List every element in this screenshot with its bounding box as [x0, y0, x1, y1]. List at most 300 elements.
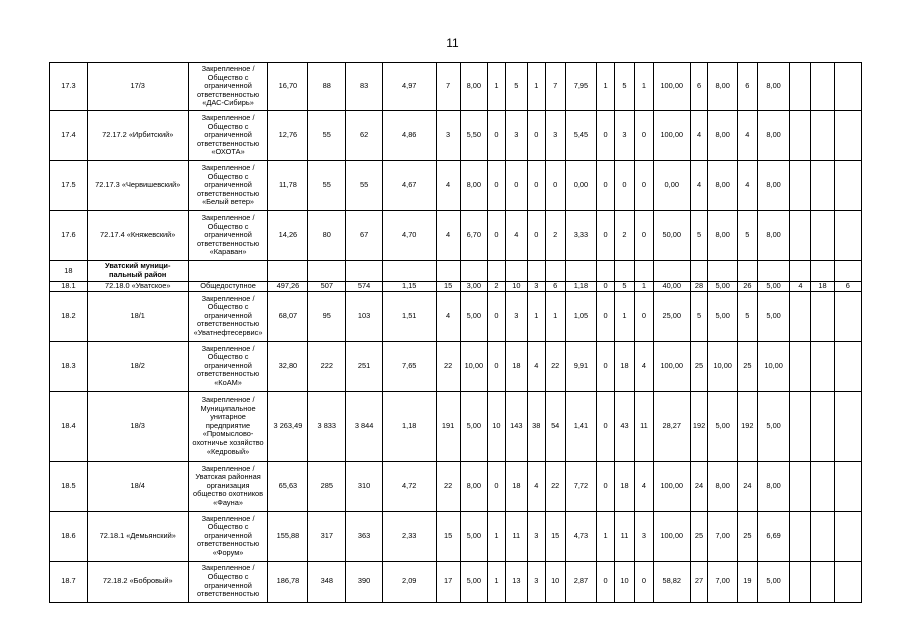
table-cell: 285: [308, 461, 346, 511]
table-cell: 3,33: [565, 211, 597, 261]
table-cell: 5,00: [708, 291, 737, 341]
table-cell: 1: [527, 291, 545, 341]
table-row: [50, 561, 862, 602]
table-cell: 1,51: [382, 291, 436, 341]
table-cell: 251: [346, 341, 383, 391]
table-cell: 68,07: [268, 291, 308, 341]
table-cell: 0: [597, 282, 615, 292]
table-cell: 2: [615, 211, 635, 261]
table-cell: 100,00: [653, 341, 690, 391]
table-cell: 0: [597, 341, 615, 391]
table-cell: 2,33: [382, 511, 436, 561]
table-cell: 17.5: [50, 161, 88, 211]
table-cell: Закрепленное / Общество с ограниченной ответственностью: [188, 561, 268, 602]
table-cell: 0: [597, 561, 615, 602]
table-cell: 17/3: [87, 63, 188, 111]
table-cell: 4,67: [382, 161, 436, 211]
table-cell: 1,15: [382, 282, 436, 292]
table-cell: 62: [346, 111, 383, 161]
table-cell: 10,00: [708, 341, 737, 391]
table-cell: [811, 561, 834, 602]
table-cell: 4: [690, 161, 708, 211]
table-cell: 4: [737, 161, 757, 211]
table-cell: 0: [597, 111, 615, 161]
table-cell: 0: [597, 391, 615, 461]
table-cell: [834, 461, 862, 511]
table-cell: 1: [487, 63, 505, 111]
table-cell: [834, 161, 862, 211]
table-cell: 6: [545, 282, 565, 292]
table-cell: 3: [505, 111, 527, 161]
table-cell: [460, 261, 487, 282]
table-cell: 1: [487, 561, 505, 602]
table-cell: 1: [597, 511, 615, 561]
table-cell: [268, 261, 308, 282]
table-cell: [790, 561, 811, 602]
table-cell: 3: [527, 282, 545, 292]
table-cell: 390: [346, 561, 383, 602]
table-row: [50, 261, 862, 282]
table-cell: 4,86: [382, 111, 436, 161]
table-cell: 10,00: [460, 341, 487, 391]
table-cell: 0: [634, 111, 653, 161]
table-cell: [834, 111, 862, 161]
table-cell: [811, 161, 834, 211]
table-row: [50, 291, 862, 341]
table-cell: [811, 211, 834, 261]
table-cell: 5,00: [708, 391, 737, 461]
table-cell: [790, 211, 811, 261]
table-cell: 1: [527, 63, 545, 111]
table-cell: [811, 341, 834, 391]
table-cell: 10: [505, 282, 527, 292]
table-cell: 5,00: [460, 561, 487, 602]
table-cell: [811, 261, 834, 282]
table-cell: Уватский муници-пальный район: [87, 261, 188, 282]
table-cell: 7,65: [382, 341, 436, 391]
table-cell: 18.4: [50, 391, 88, 461]
table-cell: 72.18.1 «Демьянский»: [87, 511, 188, 561]
table-cell: 143: [505, 391, 527, 461]
table-cell: 17.6: [50, 211, 88, 261]
table-cell: [790, 341, 811, 391]
table-cell: 5,00: [757, 561, 790, 602]
table-cell: 4: [690, 111, 708, 161]
table-cell: 0: [634, 561, 653, 602]
table-cell: 22: [436, 341, 460, 391]
table-cell: 8,00: [460, 461, 487, 511]
table-cell: 11: [505, 511, 527, 561]
table-cell: 11: [634, 391, 653, 461]
table-cell: 0: [487, 111, 505, 161]
table-cell: 3: [527, 511, 545, 561]
table-cell: 4,97: [382, 63, 436, 111]
table-cell: 4: [527, 461, 545, 511]
table-cell: 43: [615, 391, 635, 461]
table-cell: 3,00: [460, 282, 487, 292]
table-cell: 222: [308, 341, 346, 391]
table-cell: 100,00: [653, 511, 690, 561]
table-cell: 22: [545, 461, 565, 511]
table-cell: 26: [737, 282, 757, 292]
table-cell: 5,00: [708, 282, 737, 292]
table-cell: Закрепленное / Общество с ограниченной ответственностью «КоАМ»: [188, 341, 268, 391]
table-cell: 3: [634, 511, 653, 561]
table-cell: 4,73: [565, 511, 597, 561]
table-cell: 25: [690, 341, 708, 391]
table-cell: 8,00: [460, 63, 487, 111]
table-cell: Закрепленное / Общество с ограниченной ответственностью «Караван»: [188, 211, 268, 261]
table-cell: 3: [527, 561, 545, 602]
table-cell: 0: [634, 161, 653, 211]
table-cell: 8,00: [757, 63, 790, 111]
table-cell: 28,27: [653, 391, 690, 461]
table-cell: 18.2: [50, 291, 88, 341]
table-cell: 18: [811, 282, 834, 292]
table-cell: [505, 261, 527, 282]
table-cell: 5,00: [460, 291, 487, 341]
table-cell: Закрепленное / Общество с ограниченной ответственностью «ОХОТА»: [188, 111, 268, 161]
table-cell: 3: [505, 291, 527, 341]
table-cell: 18: [505, 341, 527, 391]
table-row: [50, 461, 862, 511]
table-row: [50, 211, 862, 261]
table-cell: [834, 63, 862, 111]
table-cell: Закрепленное / Общество с ограниченной ответственностью «Форум»: [188, 511, 268, 561]
table-cell: 28: [690, 282, 708, 292]
table-cell: 7,00: [708, 511, 737, 561]
table-row: [50, 511, 862, 561]
table-row: [50, 63, 862, 111]
table-cell: 18.3: [50, 341, 88, 391]
table-cell: 100,00: [653, 63, 690, 111]
table-cell: 10: [545, 561, 565, 602]
table-cell: 0: [597, 291, 615, 341]
table-cell: 72.17.4 «Княжевский»: [87, 211, 188, 261]
table-cell: 1: [597, 63, 615, 111]
table-cell: 8,00: [708, 111, 737, 161]
table-cell: 5: [690, 211, 708, 261]
table-cell: 0: [545, 161, 565, 211]
table-cell: 100,00: [653, 111, 690, 161]
table-cell: 310: [346, 461, 383, 511]
table-cell: 363: [346, 511, 383, 561]
table-cell: 8,00: [460, 161, 487, 211]
table-cell: 8,00: [708, 161, 737, 211]
table-cell: [790, 63, 811, 111]
table-cell: 5: [615, 282, 635, 292]
table-cell: [834, 261, 862, 282]
table-cell: 22: [436, 461, 460, 511]
table-cell: 5: [690, 291, 708, 341]
table-cell: 4: [790, 282, 811, 292]
table-cell: 10: [615, 561, 635, 602]
table-cell: 0: [487, 461, 505, 511]
table-cell: 4,72: [382, 461, 436, 511]
table-cell: 19: [737, 561, 757, 602]
table-cell: 15: [436, 282, 460, 292]
table-cell: 8,00: [708, 63, 737, 111]
table-cell: 25: [737, 341, 757, 391]
table-cell: 65,63: [268, 461, 308, 511]
table-cell: 38: [527, 391, 545, 461]
table-cell: 0: [597, 211, 615, 261]
table-cell: 18: [505, 461, 527, 511]
table-cell: 0: [634, 291, 653, 341]
table-cell: 18.5: [50, 461, 88, 511]
table-row: [50, 161, 862, 211]
table-cell: [790, 161, 811, 211]
table-cell: 2: [545, 211, 565, 261]
table-cell: 8,00: [708, 211, 737, 261]
table-cell: 192: [690, 391, 708, 461]
table-cell: 72.18.0 «Уватское»: [87, 282, 188, 292]
table-cell: 6,70: [460, 211, 487, 261]
table-cell: 4: [505, 211, 527, 261]
table-cell: 9,91: [565, 341, 597, 391]
table-cell: 83: [346, 63, 383, 111]
table-cell: 4: [634, 341, 653, 391]
table-cell: Закрепленное / Общество с ограниченной ответственностью «ДАС-Сибирь»: [188, 63, 268, 111]
table-cell: [834, 341, 862, 391]
table-cell: 8,00: [757, 161, 790, 211]
table-cell: 2,87: [565, 561, 597, 602]
table-cell: [597, 261, 615, 282]
table-cell: [811, 111, 834, 161]
table-cell: 0: [597, 161, 615, 211]
table-cell: 5: [737, 291, 757, 341]
table-cell: [834, 511, 862, 561]
table-cell: [790, 111, 811, 161]
table-cell: [790, 391, 811, 461]
table-cell: 4: [436, 211, 460, 261]
table-cell: Общедоступное: [188, 282, 268, 292]
table-cell: 72.18.2 «Бобровый»: [87, 561, 188, 602]
table-cell: 18: [615, 461, 635, 511]
table-cell: 22: [545, 341, 565, 391]
table-cell: 1: [634, 63, 653, 111]
table-cell: 15: [545, 511, 565, 561]
table-cell: 0: [615, 161, 635, 211]
table-cell: 100,00: [653, 461, 690, 511]
table-cell: 10,00: [757, 341, 790, 391]
table-cell: 24: [737, 461, 757, 511]
table-cell: 0,00: [565, 161, 597, 211]
table-cell: 67: [346, 211, 383, 261]
table-cell: 18.1: [50, 282, 88, 292]
table-cell: 0: [487, 161, 505, 211]
table-cell: 0: [597, 461, 615, 511]
table-cell: 27: [690, 561, 708, 602]
table-cell: 50,00: [653, 211, 690, 261]
table-cell: 1,05: [565, 291, 597, 341]
table-cell: 16,70: [268, 63, 308, 111]
table-cell: [834, 391, 862, 461]
table-cell: 0,00: [653, 161, 690, 211]
table-cell: [811, 391, 834, 461]
table-cell: 7,72: [565, 461, 597, 511]
table-cell: 7,95: [565, 63, 597, 111]
table-cell: 6: [737, 63, 757, 111]
table-cell: 14,26: [268, 211, 308, 261]
table-cell: 58,82: [653, 561, 690, 602]
table-cell: 5,00: [757, 282, 790, 292]
table-cell: 5: [505, 63, 527, 111]
table-cell: 4,70: [382, 211, 436, 261]
table-cell: 72.17.2 «Ирбитский»: [87, 111, 188, 161]
table-cell: 0: [634, 211, 653, 261]
table-cell: 1: [634, 282, 653, 292]
table-cell: 6: [690, 63, 708, 111]
table-cell: 10: [487, 391, 505, 461]
table-cell: 192: [737, 391, 757, 461]
table-cell: 8,00: [757, 461, 790, 511]
table-cell: 4: [436, 161, 460, 211]
table-cell: [790, 261, 811, 282]
table-cell: Закрепленное / Муниципальное унитарное предприятие «Промыслово-охотничье хозяйство «Кедровый»: [188, 391, 268, 461]
table-cell: 15: [436, 511, 460, 561]
table-cell: 5,00: [460, 511, 487, 561]
table-cell: [634, 261, 653, 282]
table-cell: 13: [505, 561, 527, 602]
table-row: [50, 282, 862, 292]
table-cell: 18: [50, 261, 88, 282]
table-cell: 155,88: [268, 511, 308, 561]
table-cell: 11: [615, 511, 635, 561]
table-cell: 18/3: [87, 391, 188, 461]
table-cell: 18.6: [50, 511, 88, 561]
table-cell: 3: [615, 111, 635, 161]
table-cell: [690, 261, 708, 282]
table-cell: 55: [346, 161, 383, 211]
table-cell: 8,00: [757, 111, 790, 161]
table-cell: [811, 291, 834, 341]
table-cell: [527, 261, 545, 282]
table-cell: 25: [737, 511, 757, 561]
table-cell: 18/1: [87, 291, 188, 341]
table-cell: 0: [527, 211, 545, 261]
table-cell: 2,09: [382, 561, 436, 602]
table-cell: 3 844: [346, 391, 383, 461]
table-row: [50, 391, 862, 461]
table-cell: 24: [690, 461, 708, 511]
table-cell: 1,18: [382, 391, 436, 461]
table-cell: 574: [346, 282, 383, 292]
table-cell: 18.7: [50, 561, 88, 602]
table-cell: [790, 461, 811, 511]
table-cell: 1: [615, 291, 635, 341]
table-cell: 5,45: [565, 111, 597, 161]
table-cell: [615, 261, 635, 282]
table-cell: 25,00: [653, 291, 690, 341]
table-cell: 507: [308, 282, 346, 292]
table-cell: 8,00: [708, 461, 737, 511]
table-cell: [834, 211, 862, 261]
table-cell: 4: [527, 341, 545, 391]
table-cell: [653, 261, 690, 282]
table-cell: Закрепленное / Уватская районная организация общество охотников «Фауна»: [188, 461, 268, 511]
quota-table: [49, 62, 862, 603]
table-cell: 0: [487, 211, 505, 261]
table-cell: 5,00: [460, 391, 487, 461]
table-cell: [382, 261, 436, 282]
table-cell: [811, 461, 834, 511]
table-cell: 11,78: [268, 161, 308, 211]
table-cell: 18/4: [87, 461, 188, 511]
table-cell: [790, 511, 811, 561]
table-cell: 4: [634, 461, 653, 511]
table-cell: 1: [487, 511, 505, 561]
table-cell: 5,00: [757, 291, 790, 341]
table-cell: 80: [308, 211, 346, 261]
table-cell: 5,00: [757, 391, 790, 461]
table-cell: 5: [737, 211, 757, 261]
page-number: 11: [446, 36, 459, 50]
table-cell: 103: [346, 291, 383, 341]
table-cell: 4: [737, 111, 757, 161]
table-cell: 12,76: [268, 111, 308, 161]
table-cell: 32,80: [268, 341, 308, 391]
table-cell: [834, 291, 862, 341]
table-cell: 95: [308, 291, 346, 341]
table-cell: 17: [436, 561, 460, 602]
table-cell: 6: [834, 282, 862, 292]
table-cell: 1: [545, 291, 565, 341]
table-cell: Закрепленное / Общество с ограниченной ответственностью «Уватнефтесервис»: [188, 291, 268, 341]
table-cell: 7,00: [708, 561, 737, 602]
table-cell: 2: [487, 282, 505, 292]
table-cell: 8,00: [757, 211, 790, 261]
table-cell: [834, 561, 862, 602]
table-cell: 3 833: [308, 391, 346, 461]
table-cell: [757, 261, 790, 282]
table-cell: 0: [487, 291, 505, 341]
table-cell: [188, 261, 268, 282]
table-cell: 5,50: [460, 111, 487, 161]
table-cell: 7: [545, 63, 565, 111]
table-cell: 17.4: [50, 111, 88, 161]
table-cell: [737, 261, 757, 282]
table-cell: 3: [436, 111, 460, 161]
table-cell: 4: [436, 291, 460, 341]
table-row: [50, 111, 862, 161]
table-cell: [308, 261, 346, 282]
table-cell: 18/2: [87, 341, 188, 391]
table-cell: [545, 261, 565, 282]
table-cell: 0: [505, 161, 527, 211]
table-cell: 55: [308, 161, 346, 211]
table-cell: 0: [527, 111, 545, 161]
table-cell: 191: [436, 391, 460, 461]
table-cell: 317: [308, 511, 346, 561]
table-cell: 1,18: [565, 282, 597, 292]
table-cell: 3 263,49: [268, 391, 308, 461]
table-cell: 0: [487, 341, 505, 391]
table-cell: 55: [308, 111, 346, 161]
table-cell: 17.3: [50, 63, 88, 111]
table-cell: 3: [545, 111, 565, 161]
table-cell: 88: [308, 63, 346, 111]
table-cell: 0: [527, 161, 545, 211]
table-cell: 1,41: [565, 391, 597, 461]
table-cell: 186,78: [268, 561, 308, 602]
table-cell: 5: [615, 63, 635, 111]
table-cell: 54: [545, 391, 565, 461]
table-cell: [487, 261, 505, 282]
table-cell: 7: [436, 63, 460, 111]
table-cell: [346, 261, 383, 282]
table-cell: 497,26: [268, 282, 308, 292]
